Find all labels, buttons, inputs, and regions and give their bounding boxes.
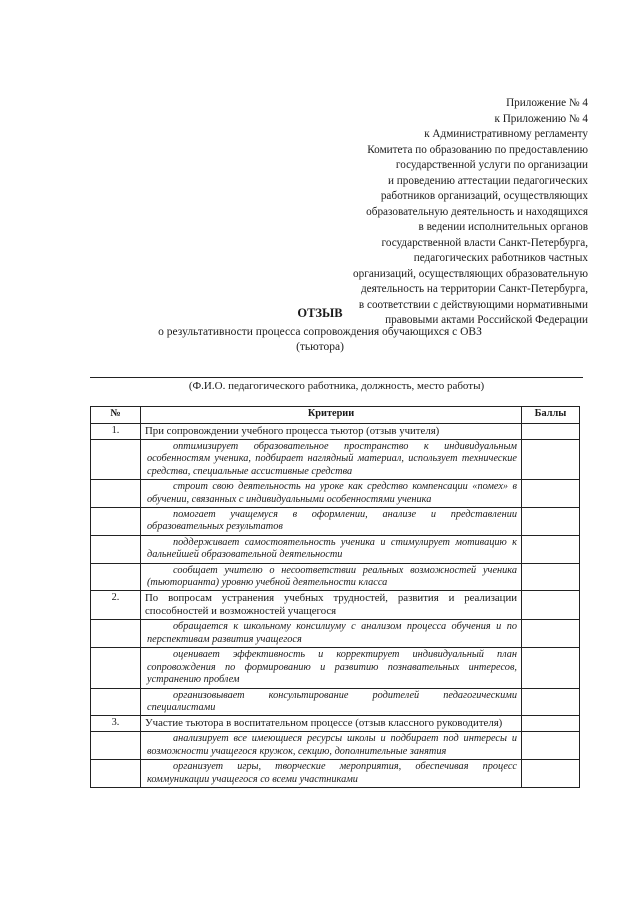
- row-number: [91, 620, 141, 648]
- criteria-item-row: [91, 648, 580, 688]
- score-cell[interactable]: [522, 620, 580, 648]
- score-cell[interactable]: [522, 688, 580, 716]
- row-number: 1.: [91, 424, 141, 440]
- score-cell[interactable]: [522, 440, 580, 480]
- row-number: [91, 732, 141, 760]
- criteria-item-text: обращается к школьному консилиуму с анализом процесса обучения и по перспективам развития учащегося: [147, 621, 517, 645]
- document-title: ОТЗЫВ: [297, 306, 343, 320]
- score-cell[interactable]: [522, 480, 580, 508]
- criteria-item-text: сообщает учителю о несоответствии реальных возможностей ученика (тьюторианта) уровню учебной деятельности класса: [147, 564, 517, 589]
- header-line: Приложение № 4: [506, 97, 588, 109]
- row-number: [91, 535, 141, 563]
- criteria-item-text: строит свою деятельность на уроке как средство компенсации «помех» в обучении, связанных с индивидуальными особенностями ученика: [147, 481, 517, 505]
- score-cell[interactable]: [522, 563, 580, 591]
- criteria-item-text: оптимизирует образовательное пространство к индивидуальным особенностям ученика, подбирает наглядный материал, использует технические средства, специальные ассистивные средства: [147, 441, 517, 477]
- header-line: в соответствии с действующими нормативными: [358, 298, 588, 311]
- row-number: [91, 480, 141, 508]
- criteria-item-row: [91, 732, 580, 760]
- criteria-section-text: При сопровождении учебного процесса тьютор (отзыв учителя): [141, 424, 522, 440]
- header-line: педагогических работников частных: [413, 252, 588, 264]
- score-cell[interactable]: [522, 535, 580, 563]
- score-cell[interactable]: [522, 760, 580, 788]
- row-number: [91, 508, 141, 536]
- row-number: [91, 760, 141, 788]
- header-line: Комитета по образованию по предоставлению: [367, 143, 588, 156]
- criteria-item-cell: [141, 480, 522, 508]
- criteria-table: [90, 406, 580, 788]
- header-line: государственной услуги по организации: [395, 159, 588, 171]
- criteria-item-text: организует игры, творческие мероприятия, обеспечивая процесс коммуникации учащегося со всеми участниками: [147, 761, 517, 785]
- criteria-item-row: [91, 620, 580, 648]
- row-number: [91, 563, 141, 591]
- signature-line: [90, 377, 583, 378]
- row-number: [91, 688, 141, 716]
- score-cell[interactable]: [522, 508, 580, 536]
- criteria-item-cell: [141, 440, 522, 480]
- score-cell[interactable]: [522, 732, 580, 760]
- header-line: к Административному регламенту: [424, 128, 588, 140]
- score-cell[interactable]: [522, 591, 580, 620]
- score-cell[interactable]: [522, 648, 580, 688]
- criteria-item-cell: [141, 732, 522, 760]
- column-header-score: Баллы: [522, 407, 580, 424]
- header-line: государственной власти Санкт-Петербурга,: [381, 236, 588, 249]
- criteria-section-row: [91, 716, 580, 732]
- criteria-item-text: поддерживает самостоятельность ученика и стимулирует мотивацию к дальнейшей образовательной деятельности: [147, 536, 517, 561]
- criteria-item-cell: [141, 648, 522, 688]
- header-line: и проведению аттестации педагогических: [388, 174, 588, 187]
- criteria-item-cell: [141, 620, 522, 648]
- criteria-item-text: анализирует все имеющиеся ресурсы школы и подбирает под интересы и возможности учащегося кружок, секцию, дополнительные занятия: [147, 733, 517, 757]
- criteria-section-row: [91, 591, 580, 620]
- criteria-item-row: [91, 440, 580, 480]
- row-number: [91, 440, 141, 480]
- header-line: деятельность на территории Санкт-Петербурга,: [360, 283, 588, 295]
- criteria-item-cell: [141, 508, 522, 536]
- header-line: к Приложению № 4: [494, 112, 588, 125]
- column-header-number: №: [91, 407, 141, 424]
- column-header-criteria: Критерии: [141, 407, 522, 424]
- criteria-item-row: [91, 508, 580, 536]
- criteria-section-row: [91, 424, 580, 440]
- criteria-item-text: организовывает консультирование родителей педагогическими специалистами: [147, 689, 517, 713]
- row-number: 3.: [91, 716, 141, 732]
- row-number: [91, 648, 141, 688]
- appendix-header: [258, 96, 588, 329]
- criteria-section-text: По вопросам устранения учебных трудностей, развития и реализации способностей и возможностей учащегося: [141, 591, 522, 620]
- header-line: правовыми актами Российской Федерации: [385, 314, 588, 326]
- score-cell[interactable]: [522, 716, 580, 732]
- header-line: работников организаций, осуществляющих: [380, 190, 588, 202]
- criteria-item-cell: [141, 688, 522, 716]
- criteria-item-cell: [141, 535, 522, 563]
- document-subtitle: [0, 325, 640, 355]
- criteria-item-row: [91, 480, 580, 508]
- header-line: организаций, осуществляющих образовательную: [353, 267, 588, 280]
- criteria-item-cell: [141, 760, 522, 788]
- signature-label: (Ф.И.О. педагогического работника, должность, место работы): [188, 380, 485, 392]
- criteria-item-text: помогает учащемуся в оформлении, анализе и представлении образовательных результатов: [147, 509, 517, 533]
- header-line: в ведении исполнительных органов: [418, 221, 588, 233]
- criteria-item-row: [91, 760, 580, 788]
- criteria-section-text: Участие тьютора в воспитательном процессе (отзыв классного руководителя): [141, 716, 522, 732]
- row-number: 2.: [91, 591, 141, 620]
- header-line: образовательную деятельность и находящихся: [366, 205, 588, 218]
- criteria-item-row: [91, 563, 580, 591]
- criteria-item-row: [91, 535, 580, 563]
- subtitle-line: (тьютора): [296, 341, 344, 353]
- criteria-item-row: [91, 688, 580, 716]
- subtitle-line: о результативности процесса сопровождения обучающихся с ОВЗ: [158, 326, 482, 338]
- criteria-item-cell: [141, 563, 522, 591]
- score-cell[interactable]: [522, 424, 580, 440]
- table-header-row: [91, 407, 580, 424]
- criteria-item-text: оценивает эффективность и корректирует индивидуальный план сопровождения по формированию и развитию познавательных интересов, устранению проблем: [147, 649, 517, 686]
